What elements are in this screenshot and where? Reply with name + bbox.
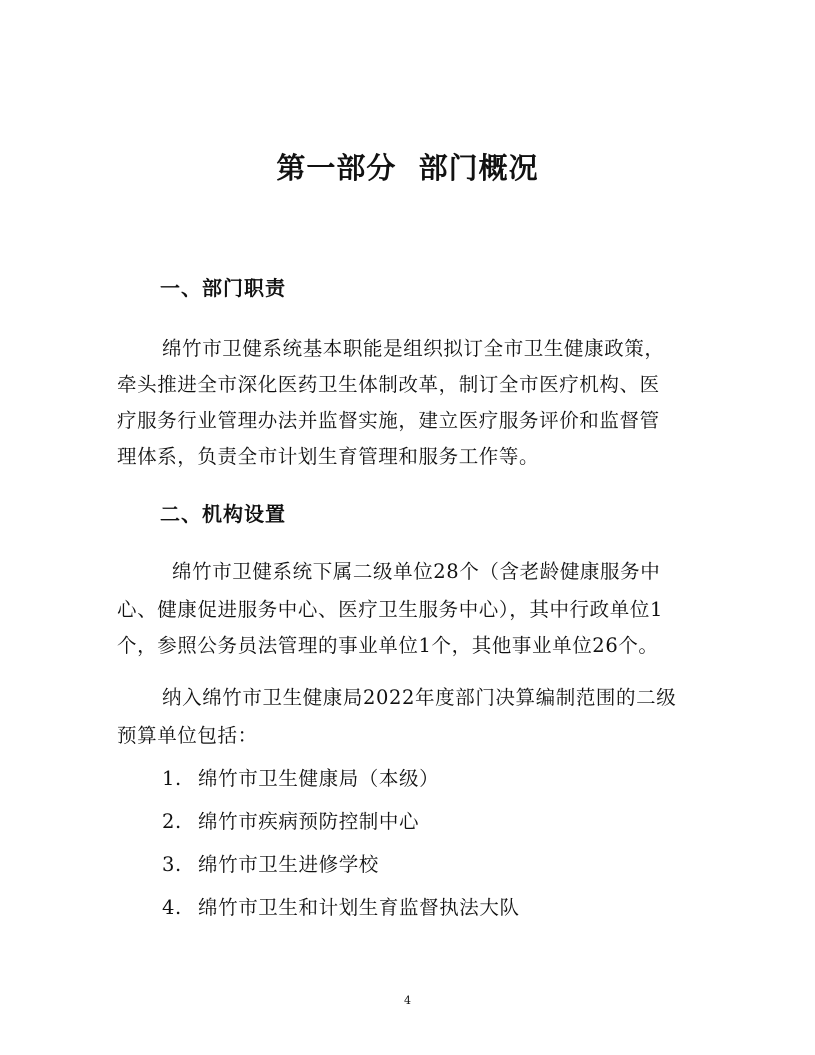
- list-item: [162, 892, 520, 920]
- page-title: 第一部分 部门概况: [276, 151, 539, 185]
- list-item: [162, 763, 439, 791]
- budget-line-1: 纳入绵竹市卫生健康局2022年度部门决算编制范围的二级: [162, 686, 677, 709]
- list-item-text: 绵竹市卫生和计划生育监督执法大队: [198, 896, 520, 919]
- list-item: [162, 849, 379, 877]
- list-item: [162, 806, 419, 834]
- duties-line-3: 疗服务行业管理办法并监督实施，建立医疗服务评价和监督管: [117, 409, 660, 432]
- list-item-number: 3.: [162, 853, 182, 876]
- page-number: 4: [404, 994, 411, 1007]
- duties-line-4: 理体系，负责全市计划生育管理和服务工作等。: [117, 445, 540, 468]
- budget-line-2: 预算单位包括：: [117, 724, 258, 747]
- list-item-number: 4.: [162, 896, 182, 919]
- section-heading-organization: 二、机构设置: [160, 502, 286, 526]
- list-item-text: 绵竹市卫生进修学校: [198, 853, 379, 876]
- list-item-number: 2.: [162, 810, 182, 833]
- section-heading-duties: 一、部门职责: [160, 276, 286, 300]
- list-item-number: 1.: [162, 767, 182, 790]
- org-line-3: 个，参照公务员法管理的事业单位1个，其他事业单位26个。: [117, 634, 659, 657]
- list-item-text: 绵竹市疾病预防控制中心: [198, 810, 420, 833]
- list-item-text: 绵竹市卫生健康局（本级）: [198, 767, 440, 790]
- duties-line-2: 牵头推进全市深化医药卫生体制改革，制订全市医疗机构、医: [117, 373, 660, 396]
- org-line-1: 绵竹市卫健系统下属二级单位28个（含老龄健康服务中: [172, 560, 661, 583]
- org-line-2: 心、健康促进服务中心、医疗卫生服务中心），其中行政单位1: [117, 598, 663, 621]
- duties-line-1: 绵竹市卫健系统基本职能是组织拟订全市卫生健康政策，: [162, 337, 665, 360]
